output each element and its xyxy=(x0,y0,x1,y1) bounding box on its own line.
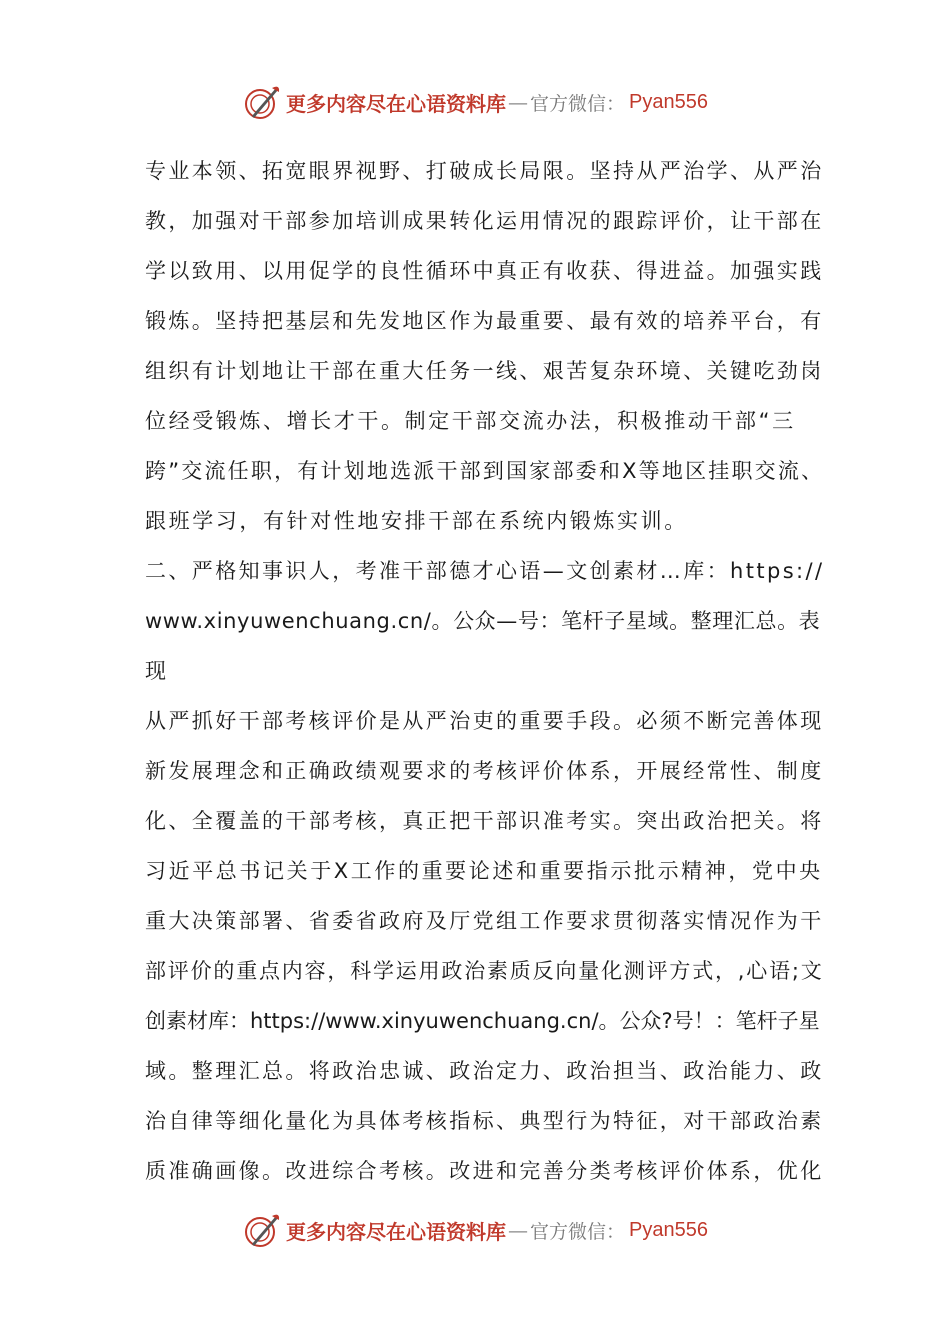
body-line: 习近平总书记关于X工作的重要论述和重要指示批示精神，党中央 xyxy=(145,859,823,883)
body-line: 创素材库：https://www.xinyuwenchuang.cn/。公众?号！：笔杆子星 xyxy=(145,1009,820,1033)
section-heading-line: 二、严格知事识人，考准干部德才心语—文创素材…库：https:// xyxy=(145,559,825,583)
body-line: 跟班学习，有针对性地安排干部在系统内锻炼实训。 xyxy=(145,509,688,533)
header-brand-text: 更多内容尽在心语资料库 xyxy=(286,91,506,116)
footer-banner xyxy=(0,1208,950,1252)
body-line: 治自律等细化量化为具体考核指标、典型行为特征，对干部政治素 xyxy=(145,1109,824,1133)
body-line: 部评价的重点内容，科学运用政治素质反向量化测评方式，,心语;文 xyxy=(145,959,824,983)
body-line: 质准确画像。改进综合考核。改进和完善分类考核评价体系，优化 xyxy=(145,1159,824,1183)
quill-logo-icon xyxy=(242,82,282,122)
footer-dash: — xyxy=(508,1218,528,1242)
body-line: 化、全覆盖的干部考核，真正把干部识准考实。突出政治把关。将 xyxy=(145,809,824,833)
footer-brand-text: 更多内容尽在心语资料库 xyxy=(286,1219,506,1244)
body-line: 组织有计划地让干部在重大任务一线、艰苦复杂环境、关键吃劲岗 xyxy=(145,359,824,383)
footer-official-label: 官方微信： xyxy=(530,1220,626,1243)
header-banner xyxy=(0,80,950,124)
body-line: 专业本领、拓宽眼界视野、打破成长局限。坚持从严治学、从严治 xyxy=(145,159,824,183)
header-official-label: 官方微信： xyxy=(530,92,626,115)
body-line: 跨”交流任职，有计划地选派干部到国家部委和X等地区挂职交流、 xyxy=(145,459,825,483)
body-line: 教，加强对干部参加培训成果转化运用情况的跟踪评价，让干部在 xyxy=(145,209,824,233)
header-wechat-id: Pyan556 xyxy=(629,90,708,113)
body-line: www.xinyuwenchuang.cn/。公众—号：笔杆子星域。整理汇总。表 xyxy=(145,609,821,633)
footer-wechat-id: Pyan556 xyxy=(629,1218,708,1241)
quill-logo-icon xyxy=(242,1210,282,1250)
body-line: 从严抓好干部考核评价是从严治吏的重要手段。必须不断完善体现 xyxy=(145,709,824,733)
body-line: 域。整理汇总。将政治忠诚、政治定力、政治担当、政治能力、政 xyxy=(145,1059,824,1083)
body-line: 位经受锻炼、增长才干。制定干部交流办法，积极推动干部“三 xyxy=(145,409,796,433)
body-line: 新发展理念和正确政绩观要求的考核评价体系，开展经常性、制度 xyxy=(145,759,824,783)
body-line: 锻炼。坚持把基层和先发地区作为最重要、最有效的培养平台，有 xyxy=(145,309,824,333)
header-dash: — xyxy=(508,90,528,114)
body-line: 重大决策部署、省委省政府及厅党组工作要求贯彻落实情况作为干 xyxy=(145,909,824,933)
body-line: 学以致用、以用促学的良性循环中真正有收获、得进益。加强实践 xyxy=(145,259,824,283)
document-body xyxy=(145,146,825,1196)
body-line: 现 xyxy=(145,659,169,683)
